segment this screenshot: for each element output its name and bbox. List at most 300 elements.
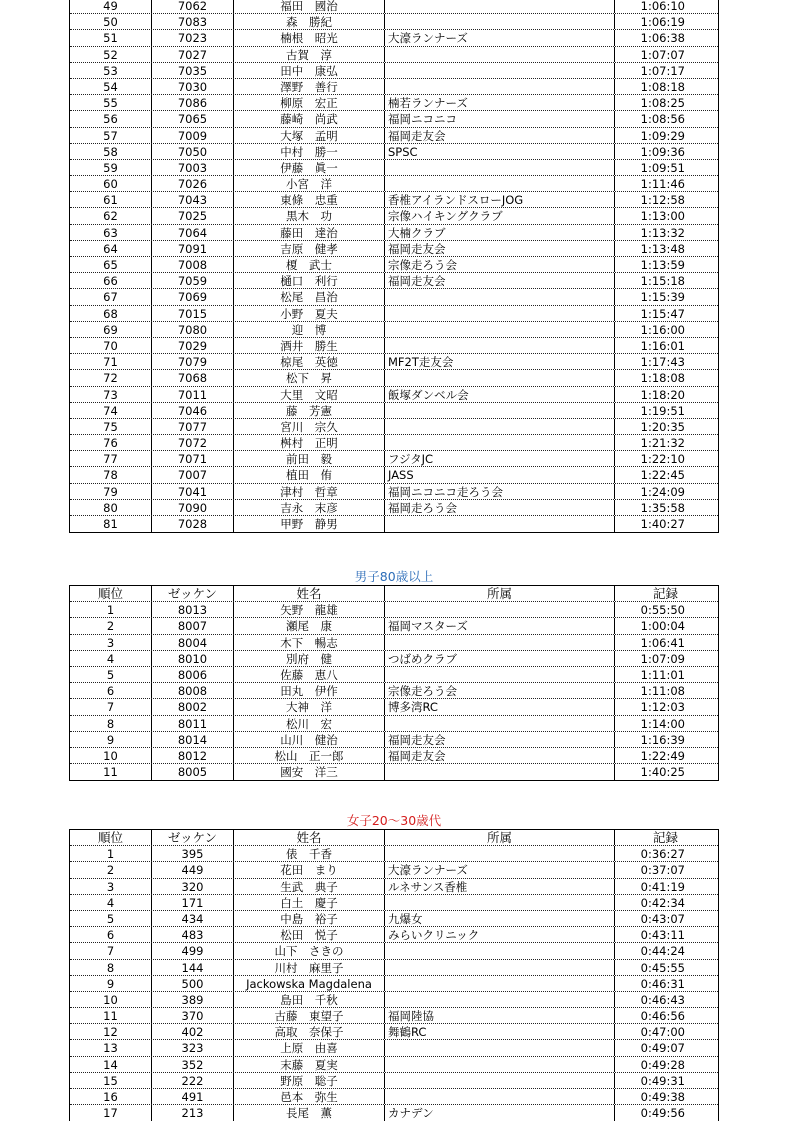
cell-club: SPSC: [385, 144, 615, 159]
cell-time: 1:06:41: [640, 635, 685, 650]
cell-time: 1:07:09: [640, 651, 685, 666]
cell-time: 0:49:38: [640, 1090, 685, 1104]
cell-bib: 7071: [152, 451, 234, 466]
table-row: [70, 943, 718, 959]
cell-club: 福岡走友会: [385, 732, 615, 747]
cell-rank: 7: [70, 943, 152, 958]
cell-time: 1:06:19: [640, 15, 685, 30]
table-row: [70, 338, 718, 354]
cell-club: [385, 160, 615, 175]
cell-rank: 13: [70, 1040, 152, 1055]
cell-rank: 62: [70, 208, 152, 223]
header-row: [70, 830, 718, 846]
cell-time: 0:41:19: [640, 879, 685, 894]
table-row: [70, 732, 718, 748]
cell-club: [385, 176, 615, 191]
cell-bib: 7015: [152, 306, 234, 321]
cell-club: 宗像走ろう会: [385, 257, 615, 272]
cell-name: 古賀 淳: [234, 47, 385, 62]
table-row: [70, 862, 718, 878]
cell-rank: 55: [70, 95, 152, 110]
cell-bib: 7043: [152, 192, 234, 207]
cell-bib: 499: [152, 943, 234, 958]
cell-bib: 7023: [152, 30, 234, 45]
cell-bib: 8005: [152, 764, 234, 780]
cell-rank: 9: [70, 976, 152, 991]
cell-name: 野原 聡子: [234, 1073, 385, 1088]
table-row: [70, 516, 718, 532]
results-table-continued: [69, 0, 719, 533]
table-row: [70, 225, 718, 241]
cell-bib: 8011: [152, 716, 234, 731]
cell-name: 國安 洋三: [234, 764, 385, 780]
cell-rank: 1: [70, 846, 152, 861]
cell-time: 1:09:51: [640, 160, 685, 175]
cell-name: 森 勝紀: [234, 14, 385, 29]
cell-rank: 5: [70, 667, 152, 682]
cell-time: 0:44:24: [640, 944, 685, 959]
table-row: [70, 748, 718, 764]
table-row: [70, 667, 718, 683]
cell-club: [385, 47, 615, 62]
cell-time: 1:15:18: [640, 274, 685, 289]
cell-name: 澤野 善行: [234, 79, 385, 94]
cell-name: 藤田 達治: [234, 225, 385, 240]
cell-bib: 7026: [152, 176, 234, 191]
cell-club: 九爆女: [385, 911, 615, 926]
cell-rank: 52: [70, 47, 152, 62]
cell-rank: 15: [70, 1073, 152, 1088]
cell-bib: 7041: [152, 484, 234, 499]
cell-club: [385, 0, 615, 13]
cell-time: 1:13:59: [640, 258, 685, 272]
cell-bib: 7077: [152, 419, 234, 434]
cell-time: 1:00:04: [640, 619, 685, 634]
cell-bib: 7091: [152, 241, 234, 256]
cell-time: 0:49:56: [640, 1106, 685, 1121]
cell-time: 1:12:58: [640, 193, 685, 208]
cell-rank: 76: [70, 435, 152, 450]
cell-club: フジタJC: [385, 451, 615, 466]
cell-name: 高取 奈保子: [234, 1024, 385, 1039]
cell-club: [385, 79, 615, 94]
cell-name: 白土 慶子: [234, 895, 385, 910]
cell-rank: 67: [70, 289, 152, 304]
table-row: [70, 111, 718, 127]
table-row: [70, 160, 718, 176]
cell-name: 吉原 健孝: [234, 241, 385, 256]
table-row: [70, 467, 718, 483]
cell-club: [385, 992, 615, 1007]
table-row: [70, 927, 718, 943]
table-row: [70, 992, 718, 1008]
table-row: [70, 257, 718, 273]
cell-name: 島田 千秋: [234, 992, 385, 1007]
cell-time: 1:22:45: [640, 468, 685, 483]
cell-bib: 370: [152, 1008, 234, 1023]
header-name: 姓名: [234, 586, 385, 601]
cell-bib: 8007: [152, 618, 234, 633]
cell-club: 宗像ハイキングクラブ: [385, 208, 615, 223]
cell-time: 1:19:51: [640, 403, 685, 418]
cell-name: 上原 由喜: [234, 1040, 385, 1055]
cell-time: 1:16:00: [640, 322, 685, 337]
cell-club: [385, 435, 615, 450]
table-row: [70, 635, 718, 651]
table-row: [70, 960, 718, 976]
cell-time: 1:18:20: [640, 387, 685, 402]
table-row: [70, 419, 718, 435]
table-row: [70, 128, 718, 144]
cell-rank: 69: [70, 322, 152, 337]
cell-name: 大塚 孟明: [234, 128, 385, 143]
header-time: 記録: [652, 830, 678, 845]
cell-bib: 7011: [152, 387, 234, 402]
header-rank: 順位: [70, 586, 152, 601]
cell-rank: 5: [70, 911, 152, 926]
cell-name: 花田 まり: [234, 862, 385, 877]
cell-rank: 73: [70, 387, 152, 402]
cell-time: 1:06:38: [640, 31, 685, 46]
cell-bib: 8014: [152, 732, 234, 747]
cell-time: 1:08:25: [640, 96, 685, 111]
cell-name: 中村 勝一: [234, 144, 385, 159]
cell-name: 大里 文昭: [234, 387, 385, 402]
cell-rank: 77: [70, 451, 152, 466]
cell-club: 舞鶴RC: [385, 1024, 615, 1039]
cell-rank: 54: [70, 79, 152, 94]
cell-name: 田中 康弘: [234, 63, 385, 78]
cell-name: 甲野 静男: [234, 516, 385, 532]
cell-club: [385, 764, 615, 780]
cell-time: 1:07:07: [640, 47, 685, 62]
cell-time: 1:09:36: [640, 144, 685, 159]
cell-name: 俵 千香: [234, 846, 385, 861]
table-row: [70, 306, 718, 322]
cell-name: 中島 裕子: [234, 911, 385, 926]
table-row: [70, 683, 718, 699]
cell-time: 0:46:56: [640, 1009, 685, 1024]
table-row: [70, 241, 718, 257]
cell-bib: 7068: [152, 370, 234, 385]
table-row: [70, 354, 718, 370]
cell-time: 0:49:31: [640, 1073, 685, 1088]
cell-name: 桝村 正明: [234, 435, 385, 450]
cell-club: 福岡マスターズ: [385, 618, 615, 633]
cell-bib: 323: [152, 1040, 234, 1055]
cell-name: 榎 武士: [234, 257, 385, 272]
cell-club: 福岡走ろう会: [385, 500, 615, 515]
cell-club: [385, 846, 615, 861]
cell-time: 0:46:31: [640, 976, 685, 991]
cell-name: 藤 芳憲: [234, 403, 385, 418]
cell-club: JASS: [385, 467, 615, 482]
cell-bib: 7080: [152, 322, 234, 337]
cell-bib: 8010: [152, 651, 234, 666]
cell-bib: 8008: [152, 683, 234, 698]
cell-rank: 79: [70, 484, 152, 499]
cell-name: 黒木 功: [234, 208, 385, 223]
cell-bib: 7029: [152, 338, 234, 353]
cell-club: [385, 895, 615, 910]
cell-name: 迎 博: [234, 322, 385, 337]
cell-time: 1:13:48: [640, 241, 685, 256]
cell-time: 1:06:10: [640, 0, 685, 13]
table-row: [70, 602, 718, 618]
cell-rank: 11: [70, 1008, 152, 1023]
cell-rank: 6: [70, 683, 152, 698]
section-title-women-20-30s: 女子20～30歳代: [346, 813, 442, 828]
cell-time: 1:13:32: [640, 225, 685, 240]
cell-rank: 2: [70, 618, 152, 633]
cell-bib: 7007: [152, 467, 234, 482]
cell-club: [385, 14, 615, 29]
header-time: 記録: [652, 586, 678, 601]
cell-club: [385, 960, 615, 975]
cell-bib: 7072: [152, 435, 234, 450]
cell-club: [385, 403, 615, 418]
cell-name: 山川 健治: [234, 732, 385, 747]
cell-rank: 74: [70, 403, 152, 418]
table-row: [70, 435, 718, 451]
cell-name: Jackowska Magdalena: [234, 976, 385, 991]
cell-time: 0:36:27: [640, 847, 685, 862]
cell-time: 1:14:00: [640, 716, 685, 731]
table-row: [70, 63, 718, 79]
cell-rank: 72: [70, 370, 152, 385]
cell-name: 瀬尾 康: [234, 618, 385, 633]
cell-name: 別府 健: [234, 651, 385, 666]
cell-rank: 58: [70, 144, 152, 159]
cell-name: 前田 毅: [234, 451, 385, 466]
cell-club: [385, 976, 615, 991]
cell-time: 1:11:08: [640, 684, 685, 699]
cell-club: [385, 289, 615, 304]
table-row: [70, 0, 718, 14]
cell-club: つばめクラブ: [385, 651, 615, 666]
cell-bib: 8013: [152, 602, 234, 617]
table-row: [70, 451, 718, 467]
cell-time: 0:46:43: [640, 992, 685, 1007]
cell-rank: 71: [70, 354, 152, 369]
cell-rank: 2: [70, 862, 152, 877]
cell-rank: 3: [70, 635, 152, 650]
cell-name: 長尾 薫: [234, 1105, 385, 1121]
cell-rank: 49: [70, 0, 152, 13]
cell-club: [385, 338, 615, 353]
cell-rank: 66: [70, 273, 152, 288]
table-row: [70, 911, 718, 927]
cell-time: 1:21:32: [640, 436, 685, 451]
cell-name: 津村 哲章: [234, 484, 385, 499]
cell-rank: 59: [70, 160, 152, 175]
cell-club: [385, 370, 615, 385]
header-bib: ゼッケン: [152, 830, 234, 845]
table-row: [70, 1057, 718, 1073]
table-row: [70, 1008, 718, 1024]
cell-name: 田丸 伊作: [234, 683, 385, 698]
cell-rank: 16: [70, 1089, 152, 1104]
cell-rank: 6: [70, 927, 152, 942]
cell-rank: 60: [70, 176, 152, 191]
cell-club: [385, 1040, 615, 1055]
table-row: [70, 273, 718, 289]
cell-bib: 352: [152, 1057, 234, 1072]
cell-time: 1:18:08: [640, 371, 685, 386]
cell-club: [385, 1089, 615, 1104]
cell-rank: 7: [70, 699, 152, 714]
cell-bib: 402: [152, 1024, 234, 1039]
cell-bib: 7009: [152, 128, 234, 143]
cell-bib: 171: [152, 895, 234, 910]
cell-club: 福岡走友会: [385, 748, 615, 763]
table-row: [70, 1105, 718, 1121]
cell-club: [385, 306, 615, 321]
cell-bib: 7027: [152, 47, 234, 62]
cell-name: 矢野 龍雄: [234, 602, 385, 617]
table-row: [70, 1073, 718, 1089]
cell-time: 0:55:50: [640, 603, 685, 618]
cell-rank: 70: [70, 338, 152, 353]
cell-rank: 78: [70, 467, 152, 482]
cell-time: 0:49:28: [640, 1057, 685, 1072]
cell-rank: 10: [70, 992, 152, 1007]
table-row: [70, 192, 718, 208]
cell-time: 1:08:18: [640, 79, 685, 94]
table-row: [70, 176, 718, 192]
cell-time: 1:07:17: [640, 63, 685, 78]
cell-name: 小宮 洋: [234, 176, 385, 191]
cell-name: 川村 麻里子: [234, 960, 385, 975]
cell-name: 木下 暢志: [234, 635, 385, 650]
cell-bib: 7028: [152, 516, 234, 532]
cell-name: 酒井 勝生: [234, 338, 385, 353]
cell-time: 1:08:56: [640, 112, 685, 127]
cell-club: 大楠クラブ: [385, 225, 615, 240]
cell-time: 1:16:01: [640, 338, 685, 353]
cell-bib: 222: [152, 1073, 234, 1088]
table-row: [70, 403, 718, 419]
cell-time: 1:22:49: [640, 748, 685, 763]
cell-club: [385, 1073, 615, 1088]
cell-bib: 7050: [152, 144, 234, 159]
cell-rank: 12: [70, 1024, 152, 1039]
cell-time: 1:15:47: [640, 306, 685, 321]
cell-name: 佐藤 恵八: [234, 667, 385, 682]
cell-club: 福岡ニコニコ: [385, 111, 615, 126]
table-row: [70, 289, 718, 305]
cell-club: [385, 602, 615, 617]
cell-bib: 449: [152, 862, 234, 877]
cell-bib: 8004: [152, 635, 234, 650]
cell-name: 樋口 利行: [234, 273, 385, 288]
cell-time: 1:13:00: [640, 209, 685, 224]
header-bib: ゼッケン: [152, 586, 234, 601]
cell-time: 1:15:39: [640, 290, 685, 305]
header-row: [70, 586, 718, 602]
cell-club: みらいクリニック: [385, 927, 615, 942]
cell-club: 福岡走友会: [385, 273, 615, 288]
cell-club: 宗像走ろう会: [385, 683, 615, 698]
cell-time: 1:20:35: [640, 419, 685, 434]
table-row: [70, 895, 718, 911]
cell-bib: 7090: [152, 500, 234, 515]
table-row: [70, 208, 718, 224]
cell-rank: 17: [70, 1105, 152, 1121]
header-name: 姓名: [234, 830, 385, 845]
cell-bib: 483: [152, 927, 234, 942]
header-club: 所属: [385, 830, 615, 845]
cell-name: 末藤 夏実: [234, 1057, 385, 1072]
cell-bib: 8002: [152, 699, 234, 714]
table-row: [70, 14, 718, 30]
table-row: [70, 879, 718, 895]
cell-name: 椋尾 英徳: [234, 354, 385, 369]
cell-bib: 491: [152, 1089, 234, 1104]
cell-time: 1:17:43: [640, 355, 685, 370]
cell-bib: 434: [152, 911, 234, 926]
cell-time: 0:43:11: [640, 928, 685, 943]
cell-rank: 8: [70, 960, 152, 975]
cell-name: 松田 悦子: [234, 927, 385, 942]
cell-name: 藤崎 尚武: [234, 111, 385, 126]
cell-bib: 7030: [152, 79, 234, 94]
cell-name: 伊藤 眞一: [234, 160, 385, 175]
cell-time: 1:22:10: [640, 452, 685, 467]
cell-rank: 68: [70, 306, 152, 321]
cell-name: 大神 洋: [234, 699, 385, 714]
cell-bib: 7035: [152, 63, 234, 78]
cell-bib: 7065: [152, 111, 234, 126]
cell-bib: 395: [152, 846, 234, 861]
table-row: [70, 322, 718, 338]
cell-bib: 7064: [152, 225, 234, 240]
cell-bib: 144: [152, 960, 234, 975]
cell-rank: 63: [70, 225, 152, 240]
cell-rank: 64: [70, 241, 152, 256]
cell-rank: 9: [70, 732, 152, 747]
cell-name: 邑本 弥生: [234, 1089, 385, 1104]
cell-time: 0:47:00: [640, 1025, 685, 1040]
cell-club: [385, 322, 615, 337]
cell-name: 松尾 昌治: [234, 289, 385, 304]
cell-rank: 14: [70, 1057, 152, 1072]
cell-club: 香椎アイランドスローJOG: [385, 192, 615, 207]
cell-rank: 4: [70, 895, 152, 910]
cell-club: ルネサンス香椎: [385, 879, 615, 894]
table-row: [70, 1024, 718, 1040]
cell-rank: 8: [70, 716, 152, 731]
table-row: [70, 716, 718, 732]
cell-name: 松下 昇: [234, 370, 385, 385]
cell-club: [385, 419, 615, 434]
cell-club: 福岡ニコニコ走ろう会: [385, 484, 615, 499]
cell-name: 柳原 宏正: [234, 95, 385, 110]
cell-time: 0:49:07: [640, 1041, 685, 1056]
cell-bib: 320: [152, 879, 234, 894]
cell-time: 0:37:07: [640, 863, 685, 878]
cell-name: 東條 忠重: [234, 192, 385, 207]
table-row: [70, 47, 718, 63]
cell-bib: 213: [152, 1105, 234, 1121]
cell-club: [385, 943, 615, 958]
cell-bib: 7046: [152, 403, 234, 418]
cell-club: [385, 1057, 615, 1072]
cell-rank: 81: [70, 516, 152, 532]
cell-time: 1:40:27: [640, 517, 685, 531]
cell-name: 小野 夏夫: [234, 306, 385, 321]
cell-name: 吉永 末彦: [234, 500, 385, 515]
